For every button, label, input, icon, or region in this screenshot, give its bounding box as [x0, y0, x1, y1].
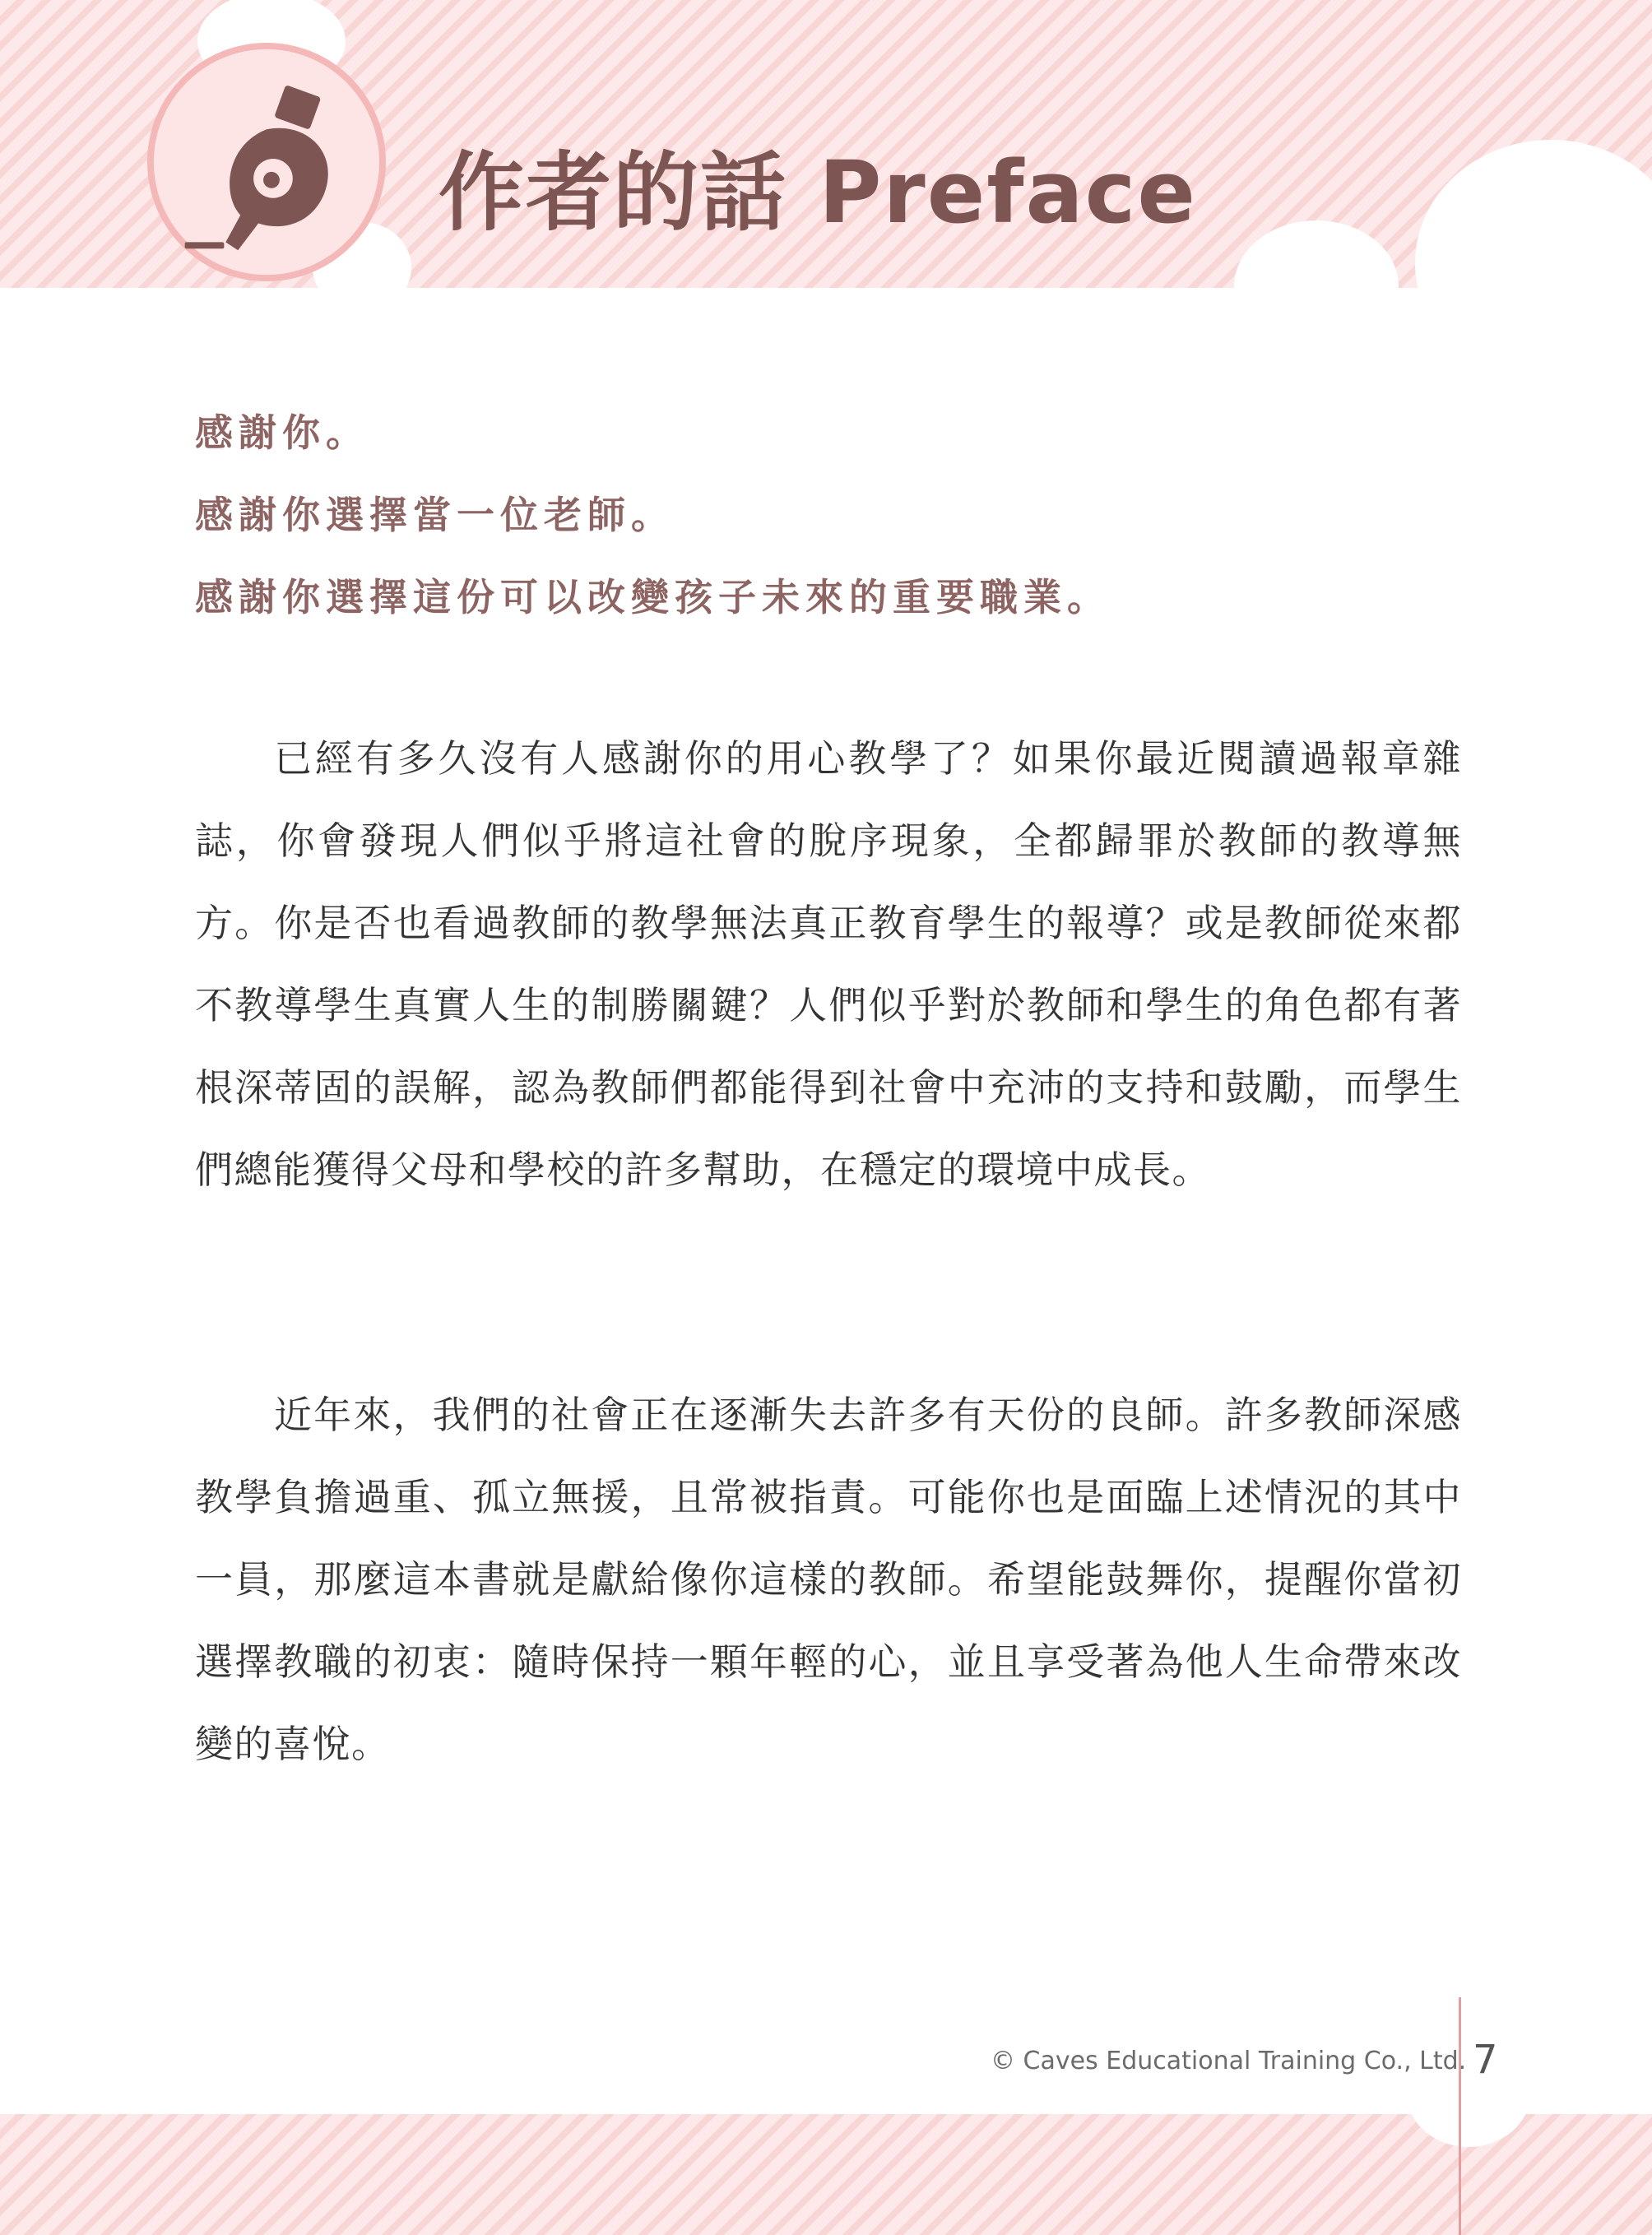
greeting-line: 感謝你選擇這份可以改變孩子未來的重要職業。 — [195, 575, 1111, 619]
body-paragraph: 近年來，我們的社會正在逐漸失去許多有天份的良師。許多教師深感教學負擔過重、孤立無援，且常被指責。可能你也是面臨上述情況的其中一員，那麼這本書就是獻給像你這樣的教師。希望能鼓舞你，提醒你當初選擇教職的初衷：隨時保持一顆年輕的心，並且享受著為他人生命帶來改變的喜悅。 — [195, 1393, 1462, 1766]
fountain-pen-nib-icon — [144, 39, 389, 285]
copyright-notice: © Caves Educational Training Co., Ltd. — [991, 2047, 1467, 2075]
page-title: 作者的話 Preface — [439, 142, 1197, 243]
footer-divider — [1459, 1997, 1461, 2235]
footer-band — [0, 2114, 1652, 2235]
greeting-line: 感謝你選擇當一位老師。 — [195, 493, 675, 537]
greeting-line: 感謝你。 — [195, 410, 369, 455]
page-number: 7 — [1473, 2037, 1498, 2083]
body-paragraph: 已經有多久沒有人感謝你的用心教學了？如果你最近閱讀過報章雜誌，你會發現人們似乎將這社會的脫序現象，全都歸罪於教師的教導無方。你是否也看過教師的教學無法真正教育學生的報導？或是教師從來都不教導學生真實人生的制勝關鍵？人們似乎對於教師和學生的角色都有著根深蒂固的誤解，認為教師們都能得到社會中充沛的支持和鼓勵，而學生們總能獲得父母和學校的許多幫助，在穩定的環境中成長。 — [195, 736, 1462, 1192]
